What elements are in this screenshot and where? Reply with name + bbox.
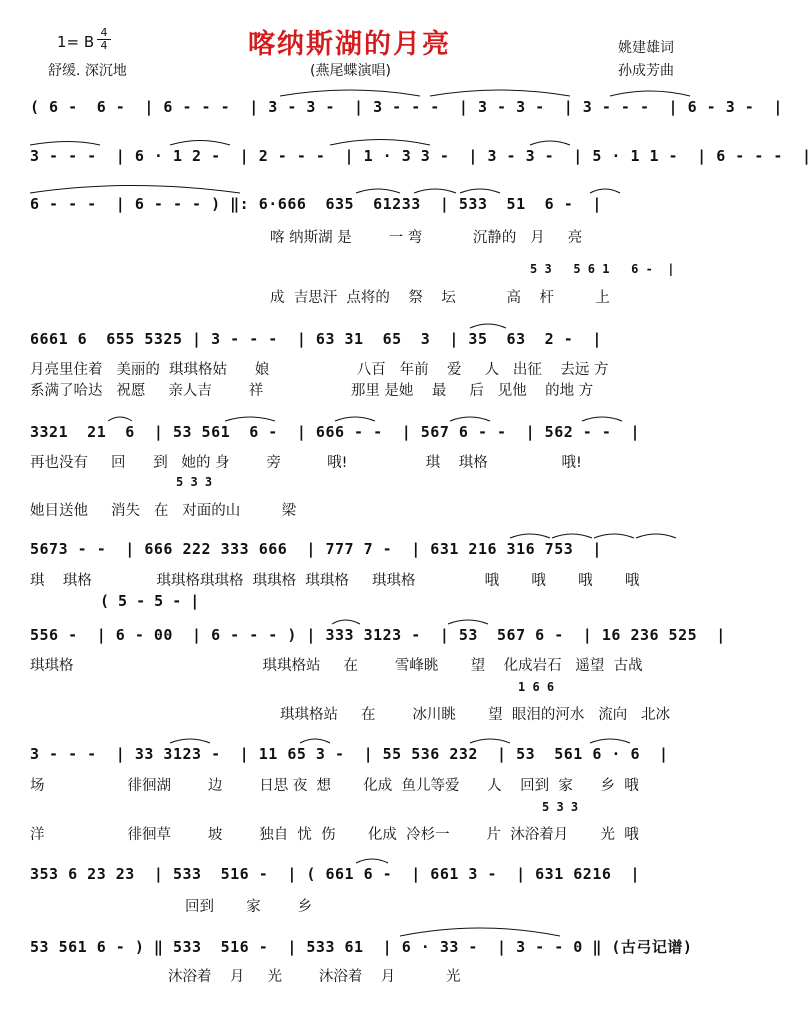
notation-row: 6 - - - | 6 - - - ) ‖: 6·666 635 61233 | 533 51 6 - | — [30, 195, 602, 213]
variant-notation: 5 3 3 — [176, 475, 213, 489]
time-signature-bottom: 4 — [100, 39, 108, 52]
tempo-marking: 舒缓. 深沉地 — [48, 63, 127, 79]
lyric-line: 成 吉思汗 点将的 祭 坛 高 杆 上 — [270, 290, 610, 306]
notation-row: 3321 21 6 | 53 561 6 - | 666 - - | 567 6 - - | 562 - - | — [30, 423, 640, 441]
variant-notation: 1 6 6 — [518, 680, 555, 694]
composer-credit: 孙成芳曲 — [618, 63, 674, 79]
lyric-line: 沐浴着 月 光 沐浴着 月 光 — [168, 969, 461, 985]
notation-row: 556 - | 6 - 00 | 6 - - - ) | 333 3123 - | 53 567 6 - | 16 236 525 | — [30, 626, 726, 644]
lyric-line: 琪 琪格 琪琪格琪琪格 琪琪格 琪琪格 琪琪格 哦 哦 哦 哦 — [30, 573, 640, 589]
variant-notation: 5 3 3 — [542, 800, 579, 814]
lyric-line: 喀 纳斯湖 是 一 弯 沉静的 月 亮 — [270, 230, 583, 246]
lyric-line: 琪琪格 琪琪格站 在 雪峰眺 望 化成岩石 遥望 古战 — [30, 658, 643, 674]
lyric-line: 月亮里住着 美丽的 琪琪格姑 娘 八百 年前 爱 人 出征 去远 方 — [30, 362, 609, 378]
lyric-line: 琪琪格站 在 冰川眺 望 眼泪的河水 流向 北冰 — [280, 707, 671, 723]
key-signature: 1= B — [57, 33, 95, 51]
notation-row: ( 6 - 6 - | 6 - - - | 3 - 3 - | 3 - - - | 3 - 3 - | 3 - - - | 6 - 3 - | — [30, 98, 783, 116]
singer-credit: (燕尾蝶演唱) — [310, 63, 391, 79]
notation-row: 3 - - - | 6 · 1 2 - | 2 - - - | 1 · 3 3 - | 3 - 3 - | 5 · 1 1 - | 6 - - - | — [30, 147, 812, 165]
notation-row: 6661 6 655 5325 | 3 - - - | 63 31 65 3 | 35 63 2 - | — [30, 330, 602, 348]
lyricist-credit: 姚建雄词 — [618, 40, 674, 56]
notation-row: 5673 - - | 666 222 333 666 | 777 7 - | 631 216 316 753 | — [30, 540, 602, 558]
time-signature-top: 4 — [100, 26, 108, 39]
song-title: 喀纳斯湖的月亮 — [248, 29, 451, 60]
lyric-line: 场 徘徊湖 边 日思 夜 想 化成 鱼儿等爱 人 回到 家 乡 哦 — [30, 778, 639, 794]
lyric-line: 她目送他 消失 在 对面的山 梁 — [30, 503, 297, 519]
lyric-line: 再也没有 回 到 她的 身 旁 哦! 琪 琪格 哦! — [30, 455, 582, 471]
notation-row: 3 - - - | 33 3123 - | 11 65 3 - | 55 536 232 | 53 561 6 · 6 | — [30, 745, 669, 763]
notation-row: 353 6 23 23 | 533 516 - | ( 661 6 - | 661 3 - | 631 6216 | — [30, 865, 640, 883]
lyric-line: 回到 家 乡 — [185, 899, 313, 915]
variant-notation: ( 5 - 5 - | — [100, 592, 200, 610]
notation-row: 53 561 6 - ) ‖ 533 516 - | 533 61 | 6 · 33 - | 3 - - 0 ‖ (古弓记谱) — [30, 938, 693, 956]
time-signature — [97, 28, 111, 51]
variant-notation: 5 3 5 6 1 6 - | — [530, 262, 675, 276]
lyric-line: 洋 徘徊草 坡 独自 忧 伤 化成 冷杉一 片 沐浴着月 光 哦 — [30, 827, 639, 843]
lyric-line: 系满了哈达 祝愿 亲人吉 祥 那里 是她 最 后 见他 的地 方 — [30, 383, 594, 399]
